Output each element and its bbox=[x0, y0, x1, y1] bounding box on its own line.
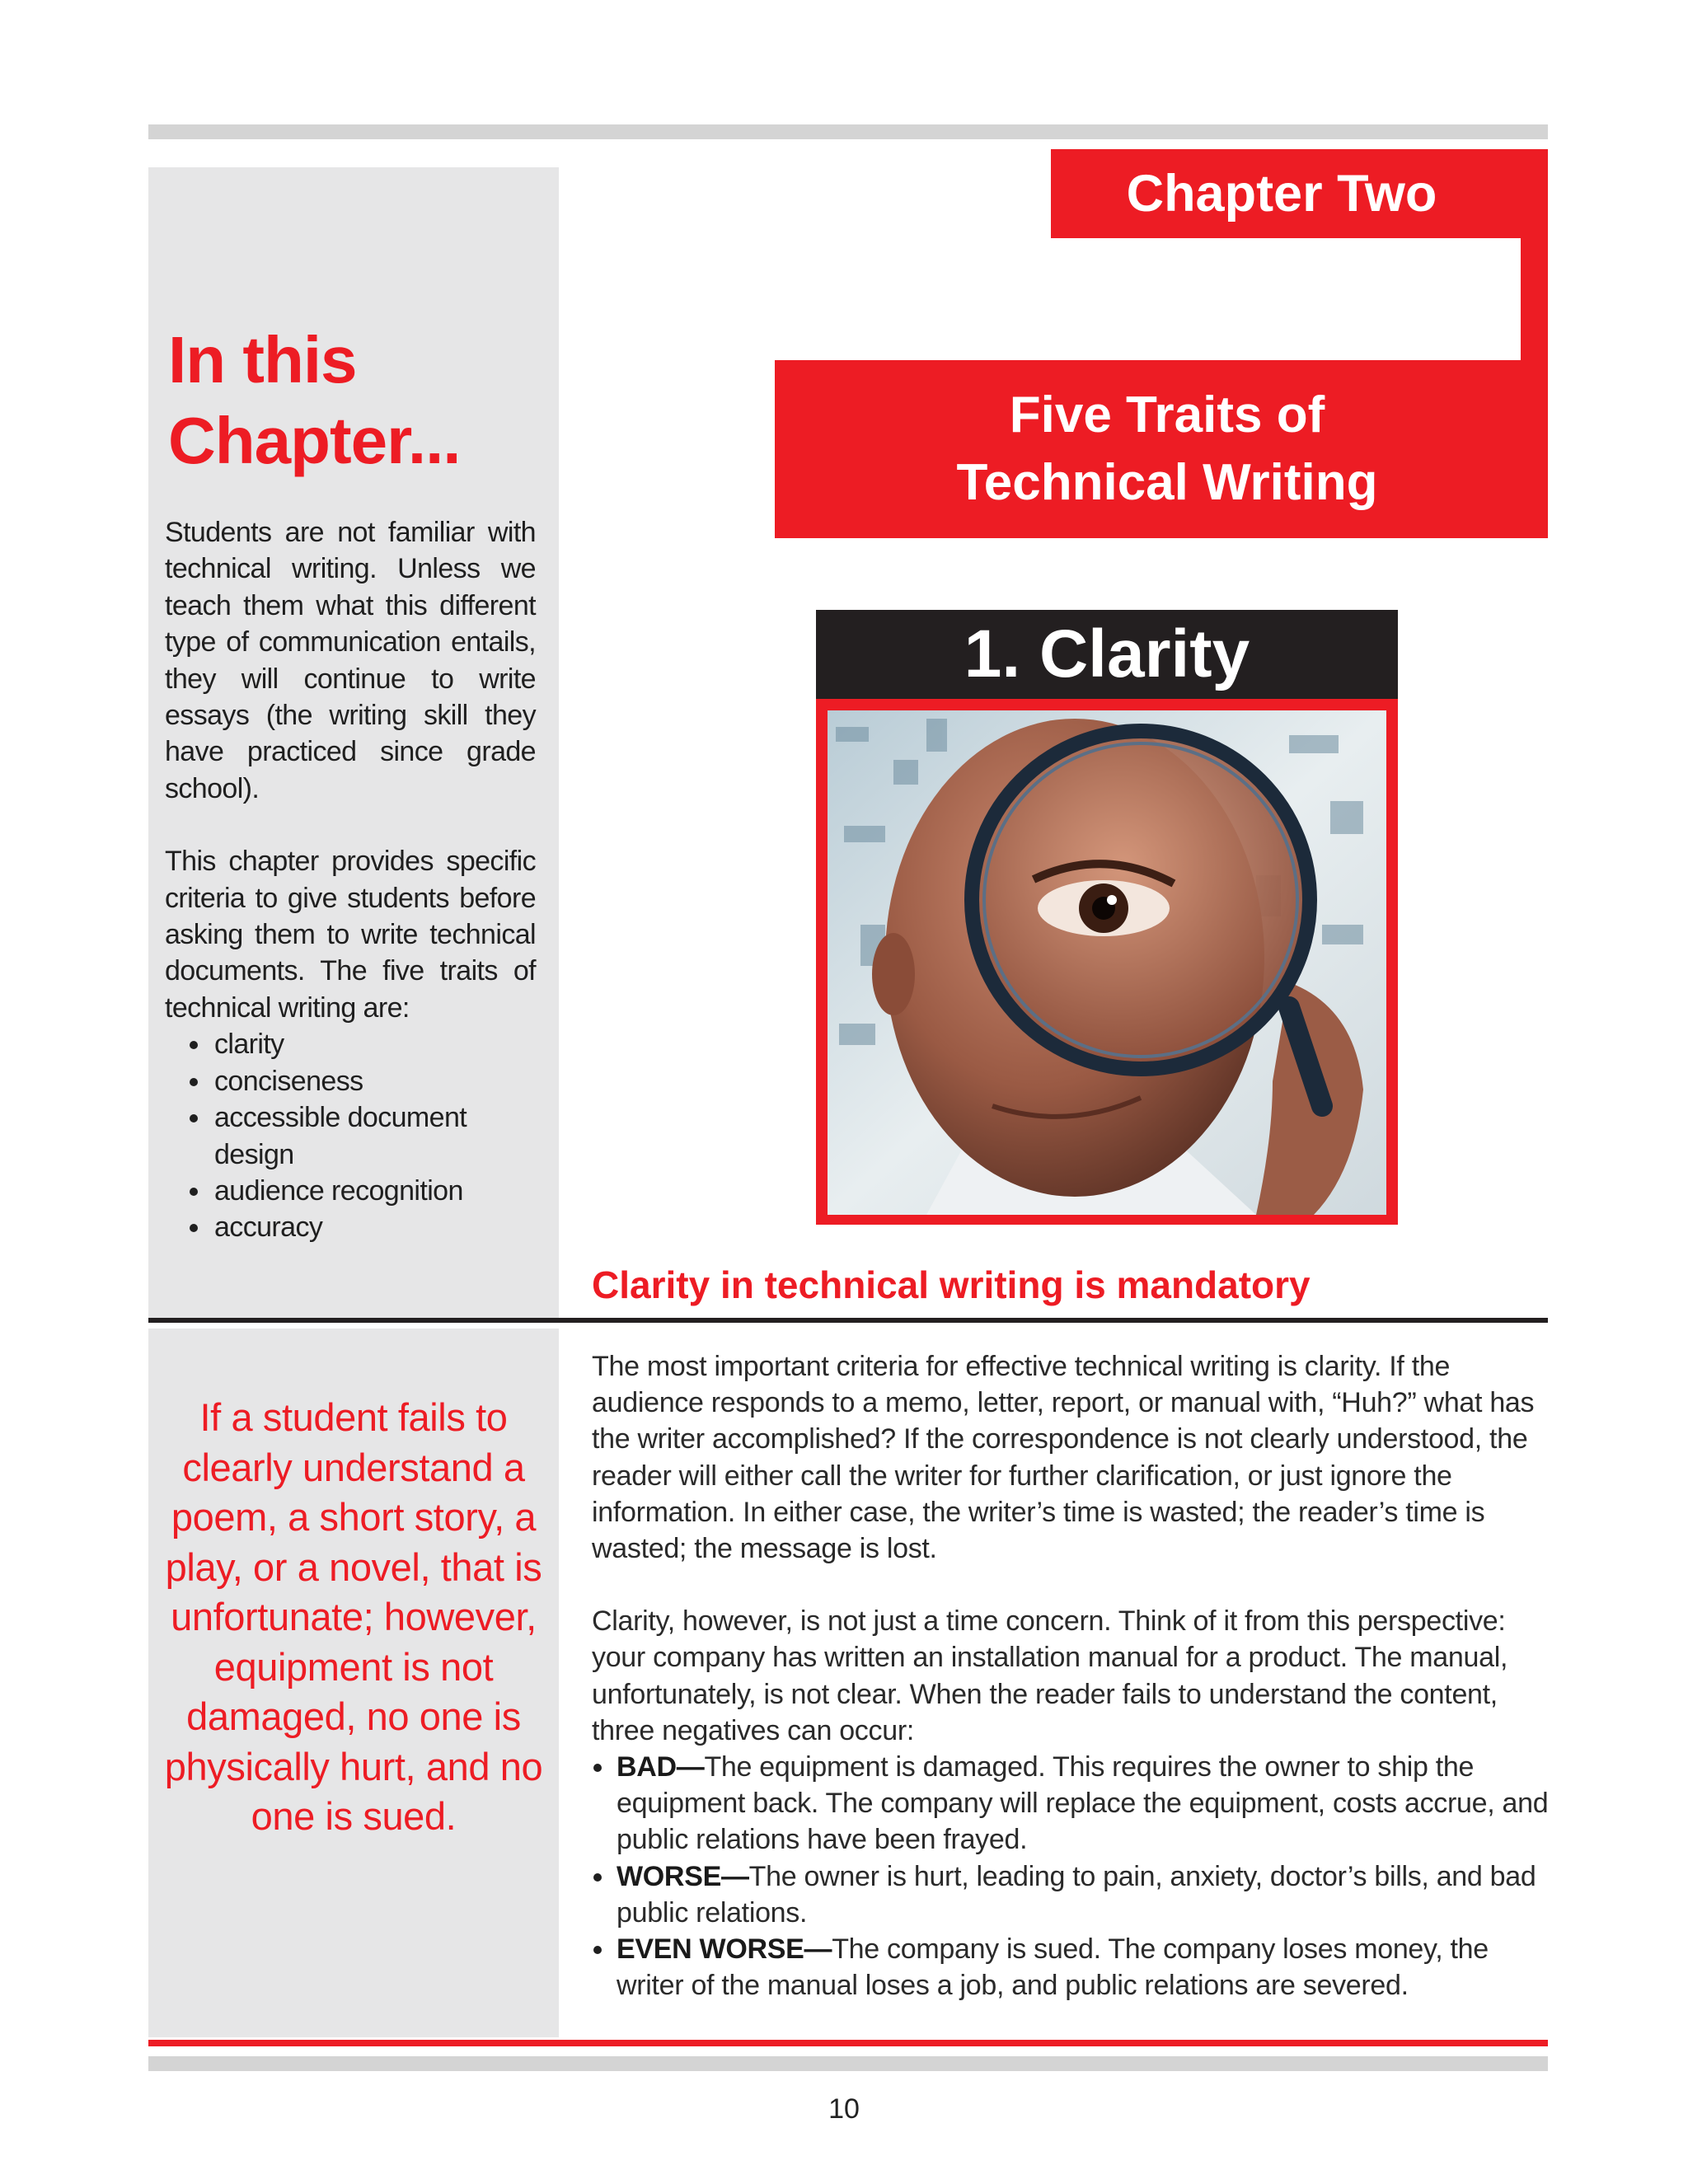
chapter-title-line1: Five Traits of bbox=[1009, 387, 1325, 443]
header-bracket bbox=[1521, 238, 1548, 360]
chapter-title bbox=[945, 382, 1378, 517]
section-divider bbox=[148, 1318, 1548, 1323]
negative-term: WORSE— bbox=[617, 1860, 749, 1892]
chapter-label: Chapter Two bbox=[1126, 165, 1437, 223]
body-paragraph: The most important criteria for effective technical writing is clarity. If the audience responds to a memo, letter, report, or manual with, “Huh?” what has the writer accomplished? If the correspondence is not clearly understood, the reader will either call the writer for further clarification, or just ignore the information. In either case, the writer’s time is wasted; the reader’s time is wasted; the message is lost. bbox=[592, 1351, 1535, 1565]
trait-item: accuracy bbox=[165, 1209, 536, 1245]
trait-item: clarity bbox=[165, 1026, 536, 1062]
negative-term: BAD— bbox=[617, 1751, 705, 1783]
trait-item: accessible document design bbox=[165, 1099, 536, 1173]
negative-text: The equipment is damaged. This requires the owner to ship the equipment back. The company will replace the equipment, costs accrue, and public relations have been frayed. bbox=[617, 1751, 1549, 1856]
bottom-red-rule bbox=[148, 2040, 1548, 2046]
negatives-list bbox=[592, 1749, 1550, 2004]
negative-text: The owner is hurt, leading to pain, anxiety, doctor’s bills, and bad public relations. bbox=[617, 1860, 1536, 1929]
negative-text: The company is sued. The company loses money, the writer of the manual loses a job, and public relations are severed. bbox=[617, 1933, 1489, 2002]
negative-term: EVEN WORSE— bbox=[617, 1933, 832, 1966]
section-heading: Clarity in technical writing is mandatory bbox=[592, 1263, 1311, 1306]
negative-item bbox=[592, 1749, 1550, 1858]
sidebar-text bbox=[165, 514, 536, 1246]
trait-list bbox=[165, 1026, 536, 1245]
sidebar-intro: Students are not familiar with technical writing. Unless we teach them what this different type of communication entails, they will continue to write essays (the writing skill they have practiced since grade school). bbox=[165, 517, 536, 804]
pull-quote: If a student fails to clearly understand a poem, a short story, a play, or a novel, that is unfortunate; however, equipment is not damaged, no one is physically hurt, and no one is sued. bbox=[164, 1395, 543, 1838]
chapter-title-box bbox=[775, 360, 1548, 538]
sidebar-heading bbox=[168, 320, 539, 481]
negative-item bbox=[592, 1931, 1550, 2004]
sidebar-criteria: This chapter provides specific criteria to give students before asking them to write technical documents. The five traits of technical writing are: bbox=[165, 846, 536, 1024]
magnifying-glass-photo bbox=[828, 710, 1386, 1215]
trait-item: audience recognition bbox=[165, 1173, 536, 1209]
clarity-banner: 1. Clarity bbox=[816, 610, 1398, 699]
bottom-grey-rule bbox=[148, 2056, 1548, 2071]
chapter-title-line2: Technical Writing bbox=[956, 454, 1378, 511]
body-text bbox=[592, 1348, 1550, 2004]
top-rule bbox=[148, 124, 1548, 139]
body-paragraph: Clarity, however, is not just a time concern. Think of it from this perspective: your company has written an installation manual for a product. The manual, unfortunately, is not clear. When the reader fails to understand the content, three negatives can occur: bbox=[592, 1605, 1508, 1746]
page-number: 10 bbox=[828, 2093, 860, 2125]
negative-item bbox=[592, 1858, 1550, 1931]
trait-item: conciseness bbox=[165, 1063, 536, 1099]
sidebar-heading-line1: In this bbox=[168, 323, 357, 396]
sidebar-heading-line2: Chapter... bbox=[168, 404, 461, 477]
